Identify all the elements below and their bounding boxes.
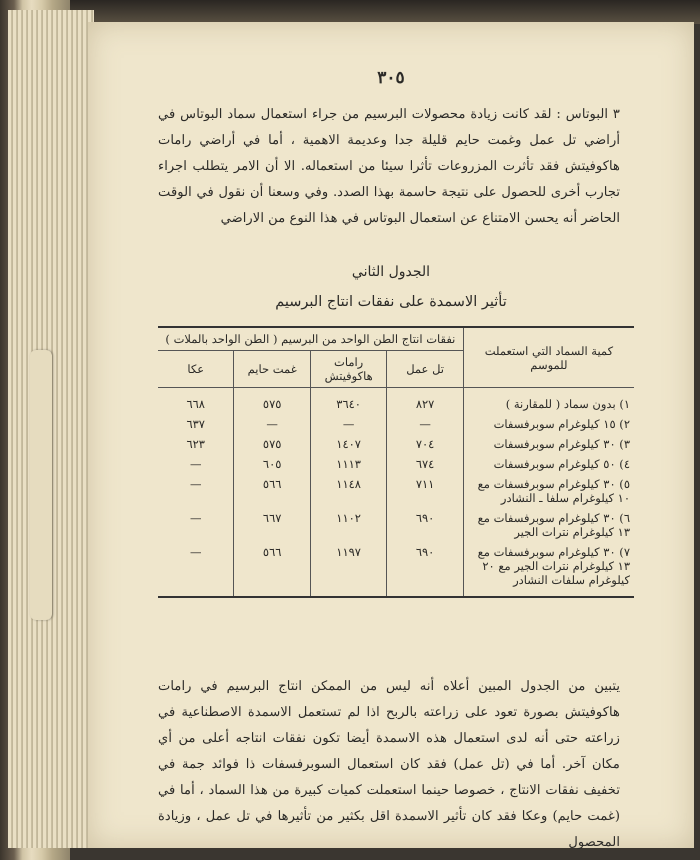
cell-value: ٣٦٤٠ [310, 394, 386, 414]
table-row [158, 434, 634, 454]
group-header: نفقات انتاج الطن الواحد من البرسيم ( الطن الواحد بالملات ) [158, 327, 463, 351]
table-label: الجدول الثاني [351, 264, 431, 280]
col-header: غمت حايم [234, 351, 310, 388]
cell-value: ١١١٣ [310, 454, 386, 474]
table-row [158, 414, 634, 434]
cell-value: ٥٦٦ [234, 474, 310, 508]
cell-value: — [387, 414, 463, 434]
cell-value: — [189, 457, 202, 471]
col-header: رامات هاكوفيتش [310, 351, 386, 388]
col-header: عكا [158, 351, 234, 388]
table-title: تأثير الاسمدة على نفقات انتاج البرسيم [275, 294, 507, 310]
table-row [158, 394, 634, 414]
cell-value: ٦٦٨ [186, 397, 205, 411]
closing-paragraph: يتبين من الجدول المبين أعلاه أنه ليس من الممكن انتاج البرسيم في رامات هاكوفيتش بصورة تعود على زراعته بالربح اذا لم تستعمل الاسمدة الاصطناعية في زراعته حتى أنه لدى استعمال هذه الاسمدة أيضا تكون نفقات انتاجه أعلى من أي مكان آخر. أما في (تل عمل) فقد كان استعمال السوبرفسفات ذا فوائد جمة في تخفيف نفقات الانتاج ، خصوصا حينما استعملت كميات كبيرة من هذا السماد ، أما في (غمت حايم) وعكا فقد كان تأثير الاسمدة اقل بكثير من تأثيرها في تل عمل ، وزيادة المحصول [158, 679, 620, 850]
cell-value: ٧١١ [387, 474, 463, 508]
cell-value: ١٤٠٧ [310, 434, 386, 454]
table-row [158, 508, 634, 542]
intro-paragraph: ٣ البوتاس : لقد كانت زيادة محصولات البرسيم من جراء استعمال سماد البوتاس في أراضي تل عمل وغمت حايم قليلة جدا وعديمة الاهمية ، أما في أراضي رامات هاكوفيتش فقد تأثرت المزروعات تأثرا سيئا من استعماله. الا أن الامر يتطلب اجراء تجارب أخرى للحصول على نتيجة حاسمة بهذا الصدد. وفي وسعنا أن نقول في الوقت الحاضر أنه يحسن الامتناع عن استعمال البوتاس في هذا النوع من الاراضي [158, 107, 620, 226]
row-label: ٧) ٣٠ كيلوغرام سوبرفسفات مع ١٣ كيلوغرام نترات الجير مع ٢٠ كيلوغرام سلفات النشادر [463, 542, 634, 590]
col-header: تل عمل [387, 351, 463, 388]
cell-value: ٥٦٦ [234, 542, 310, 590]
row-label: ٢) ١٥ كيلوغرام سوبرفسفات [463, 414, 634, 434]
cell-value: — [310, 414, 386, 434]
page-number: ٣٠٥ [377, 68, 405, 88]
row-label: ٦) ٣٠ كيلوغرام سوبرفسفات مع ١٣ كيلوغرام نترات الجير [463, 508, 634, 542]
cell-value: ٦٦٧ [234, 508, 310, 542]
top-shadow [0, 0, 700, 24]
row-label: ٤) ٥٠ كيلوغرام سوبرفسفات [463, 454, 634, 474]
cell-value: ٨٢٧ [387, 394, 463, 414]
table-row [158, 542, 634, 590]
cell-value: ٥٧٥ [234, 394, 310, 414]
cell-value: ١١٠٢ [310, 508, 386, 542]
cell-value: ٦٧٤ [387, 454, 463, 474]
col-quantity-header: كمية السماد التي استعملت للموسم [463, 327, 634, 388]
cell-value: ٦٣٧ [186, 417, 205, 431]
data-table [158, 326, 634, 598]
row-label: ٣) ٣٠ كيلوغرام سوبرفسفات [463, 434, 634, 454]
cell-value: — [189, 477, 202, 491]
cell-value: ٦٠٥ [234, 454, 310, 474]
cell-value: ٦٩٠ [387, 542, 463, 590]
cell-value: — [189, 545, 202, 559]
cell-value: — [189, 511, 202, 525]
book-page [88, 22, 694, 848]
row-label: ٥) ٣٠ كيلوغرام سوبرفسفات مع ١٠ كيلوغرام سلفا ـ النشادر [463, 474, 634, 508]
cell-value: ١١٤٨ [310, 474, 386, 508]
page-tab [30, 350, 52, 620]
cell-value: ٥٧٥ [234, 434, 310, 454]
table-row [158, 474, 634, 508]
cell-value: — [234, 414, 310, 434]
cell-value: ١١٩٧ [310, 542, 386, 590]
cell-value: ٧٠٤ [387, 434, 463, 454]
table-row [158, 454, 634, 474]
row-label: ١) بدون سماد ( للمقارنة ) [463, 394, 634, 414]
cell-value: ٦٩٠ [387, 508, 463, 542]
cell-value: ٦٢٣ [186, 437, 205, 451]
